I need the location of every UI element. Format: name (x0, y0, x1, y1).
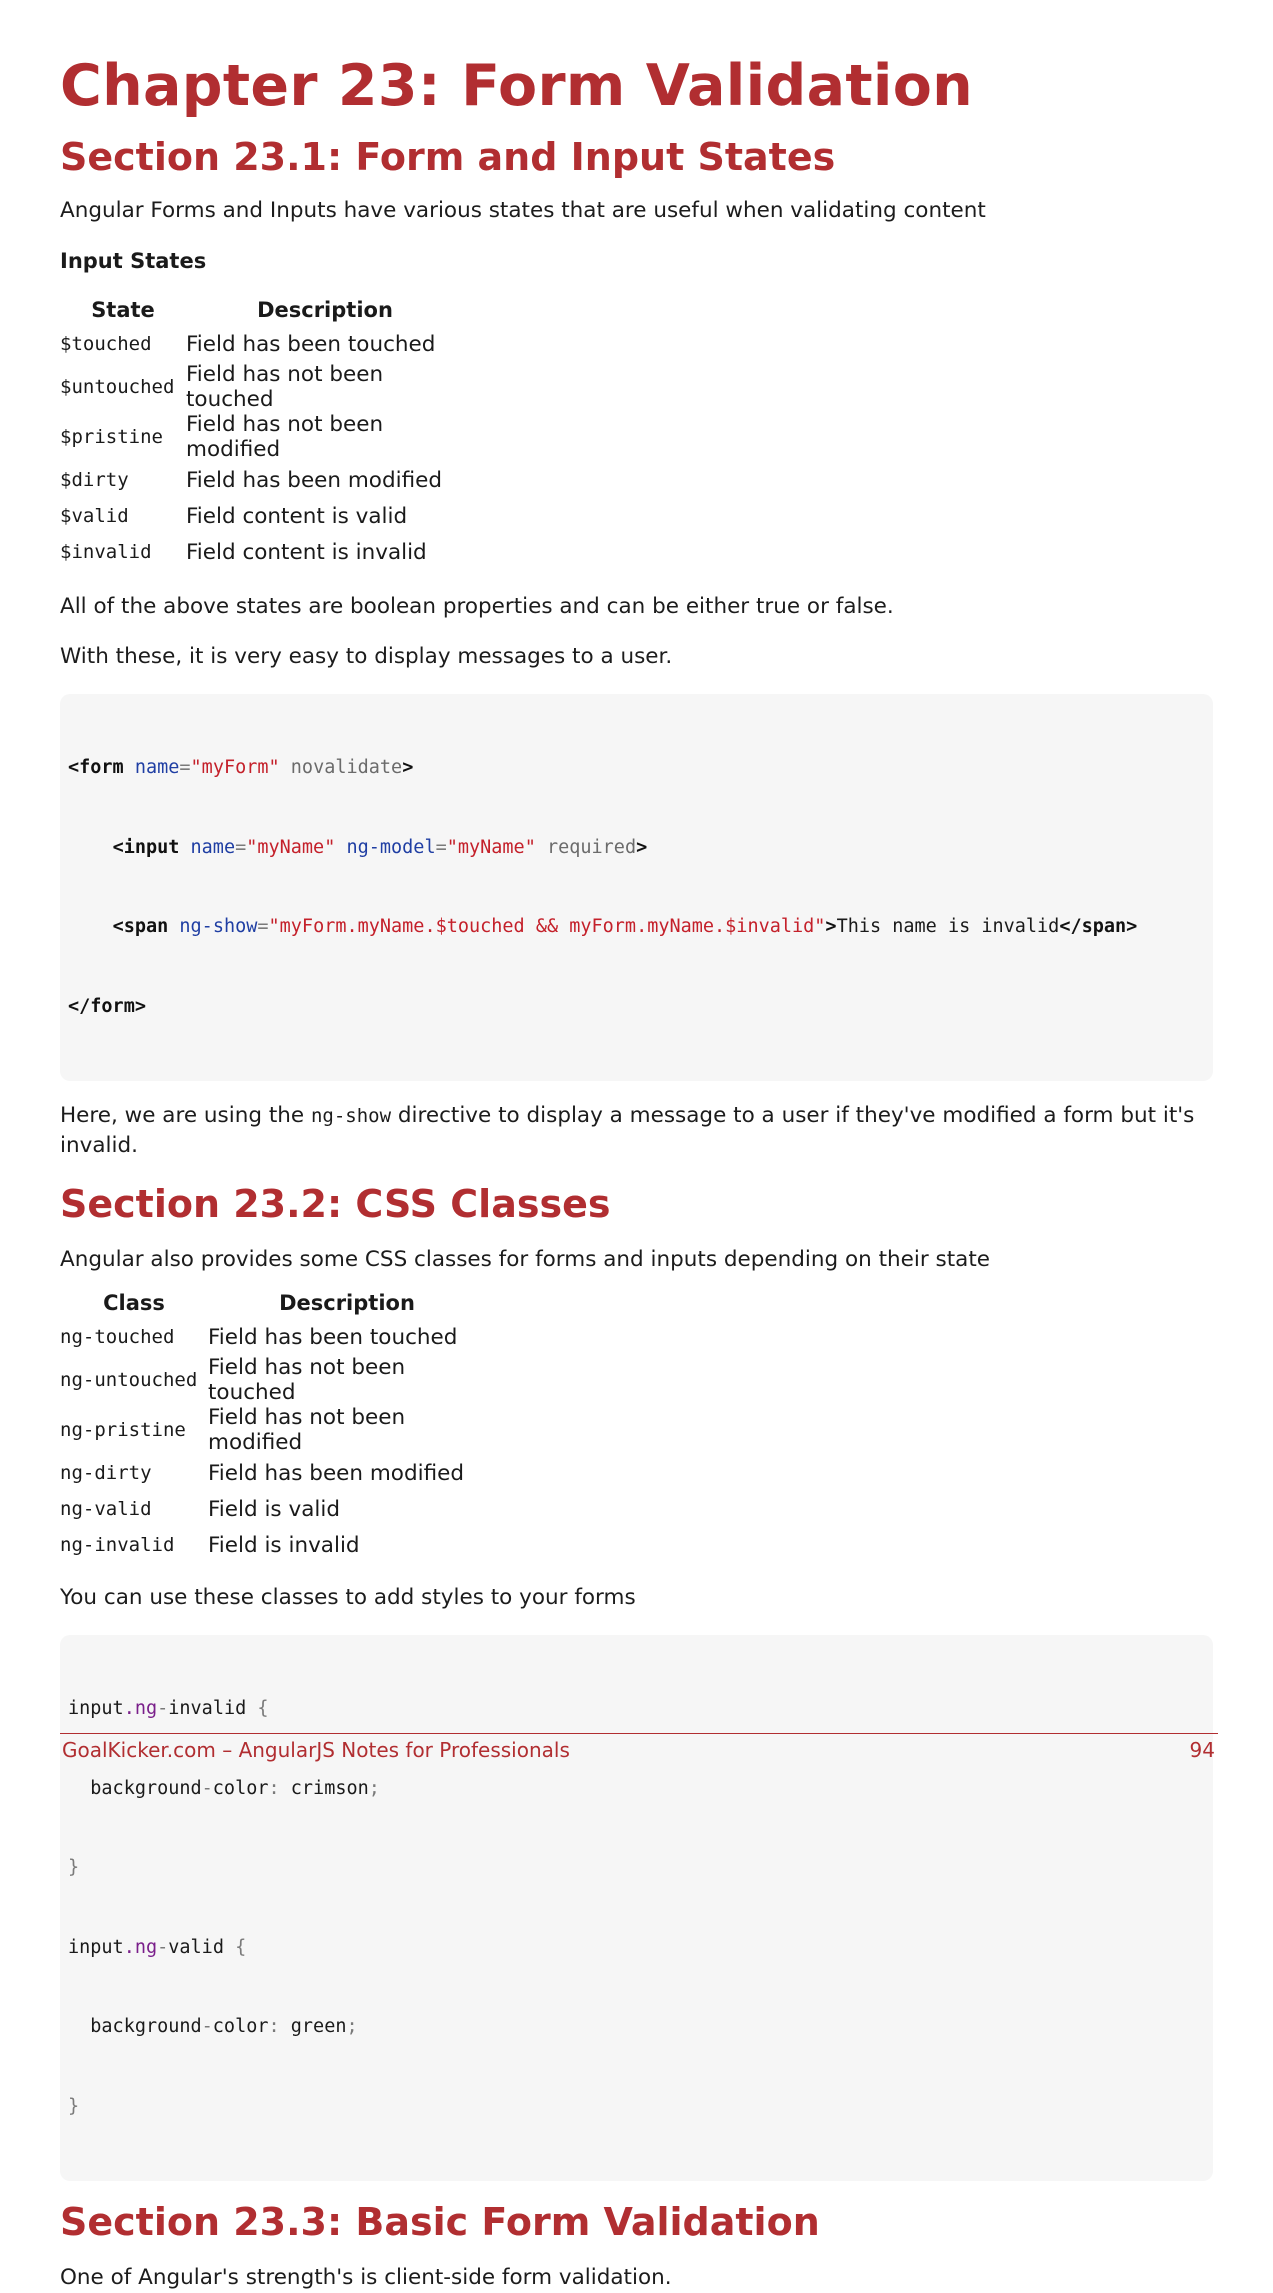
state-name: $valid (60, 505, 129, 527)
class-name: ng-pristine (60, 1419, 186, 1441)
code-line: <form name="myForm" novalidate> (68, 757, 414, 778)
class-description: Field is invalid (208, 1532, 360, 1558)
table-row (60, 1355, 486, 1405)
class-description: Field has not been modified (208, 1405, 406, 1455)
table-header-row (60, 296, 464, 326)
class-description: Field is valid (208, 1496, 340, 1522)
html-code-block (60, 694, 1213, 1081)
boolean-states-paragraph: All of the above states are boolean properties and can be either true or false. (60, 594, 894, 619)
state-description: Field content is valid (186, 503, 408, 529)
section2-intro: Angular also provides some CSS classes for forms and inputs depending on their state (60, 1247, 990, 1272)
table-row (60, 1491, 486, 1527)
chapter-title: Chapter 23: Form Validation (60, 53, 974, 119)
ng-show-text-before: Here, we are using the (60, 1103, 311, 1128)
code-line: background-color: crimson; (68, 1777, 380, 1799)
column-header-state: State (91, 298, 155, 322)
table-row (60, 326, 464, 362)
table-row (60, 1455, 486, 1491)
state-description: Field has not been modified (186, 412, 384, 462)
code-line: <span ng-show="myForm.myName.$touched && myForm.myName.$invalid">This name is invalid</span> (112, 916, 1138, 937)
css-classes-table (60, 1289, 486, 1563)
state-description: Field has been modified (186, 467, 442, 493)
table-header-row (60, 1289, 486, 1319)
table-row (60, 1527, 486, 1563)
class-name: ng-untouched (60, 1369, 198, 1391)
class-name: ng-touched (60, 1326, 175, 1348)
section1-intro: Angular Forms and Inputs have various states that are useful when validating content (60, 198, 986, 223)
state-name: $untouched (60, 376, 175, 398)
code-line: input.ng-invalid { (68, 1698, 269, 1719)
display-messages-paragraph: With these, it is very easy to display messages to a user. (60, 644, 673, 669)
state-description: Field has not been touched (186, 362, 384, 412)
code-line: } (68, 1857, 80, 1878)
code-line: input.ng-valid { (68, 1936, 247, 1958)
table-row (60, 362, 464, 412)
state-description: Field content is invalid (186, 539, 427, 565)
css-code-block (60, 1635, 1213, 2181)
page-number: 94 (1189, 1738, 1215, 1762)
class-description: Field has been touched (208, 1324, 458, 1350)
state-name: $invalid (60, 541, 152, 563)
column-header-description: Description (279, 1291, 415, 1315)
state-description: Field has been touched (186, 331, 436, 357)
section3-intro: One of Angular's strength's is client-side form validation. (60, 2265, 672, 2290)
ng-show-inline-code: ng-show (310, 1105, 392, 1127)
table-row (60, 1319, 486, 1355)
code-line: } (68, 2095, 80, 2117)
ng-show-text-after: directive to display a message to a user if they've modified a form but it's invalid. (60, 1103, 1195, 1158)
state-name: $pristine (60, 426, 163, 448)
class-name: ng-invalid (60, 1534, 175, 1556)
ng-show-explanation (60, 1101, 1213, 1161)
code-line: background-color: green; (68, 2016, 358, 2037)
column-header-class: Class (103, 1291, 165, 1315)
section-heading-23-2: Section 23.2: CSS Classes (60, 1182, 611, 1226)
class-name: ng-valid (60, 1498, 152, 1520)
table-row (60, 462, 464, 498)
class-description: Field has not been touched (208, 1355, 406, 1405)
styles-paragraph: You can use these classes to add styles to your forms (60, 1585, 636, 1610)
class-name: ng-dirty (60, 1462, 152, 1484)
table-row (60, 534, 464, 570)
state-name: $dirty (60, 469, 129, 491)
state-name: $touched (60, 333, 152, 355)
code-line: </form> (68, 995, 146, 1017)
table-row (60, 412, 464, 462)
section-heading-23-3: Section 23.3: Basic Form Validation (60, 2200, 820, 2244)
table-row (60, 498, 464, 534)
footer-divider (60, 1733, 1218, 1734)
input-states-table (60, 296, 464, 570)
input-states-subheading: Input States (60, 249, 207, 273)
column-header-description: Description (257, 298, 393, 322)
code-line: <input name="myName" ng-model="myName" required> (112, 836, 648, 858)
footer-site-title: GoalKicker.com – AngularJS Notes for Professionals (62, 1738, 570, 1762)
table-row (60, 1405, 486, 1455)
section-heading-23-1: Section 23.1: Form and Input States (60, 135, 836, 179)
class-description: Field has been modified (208, 1460, 464, 1486)
